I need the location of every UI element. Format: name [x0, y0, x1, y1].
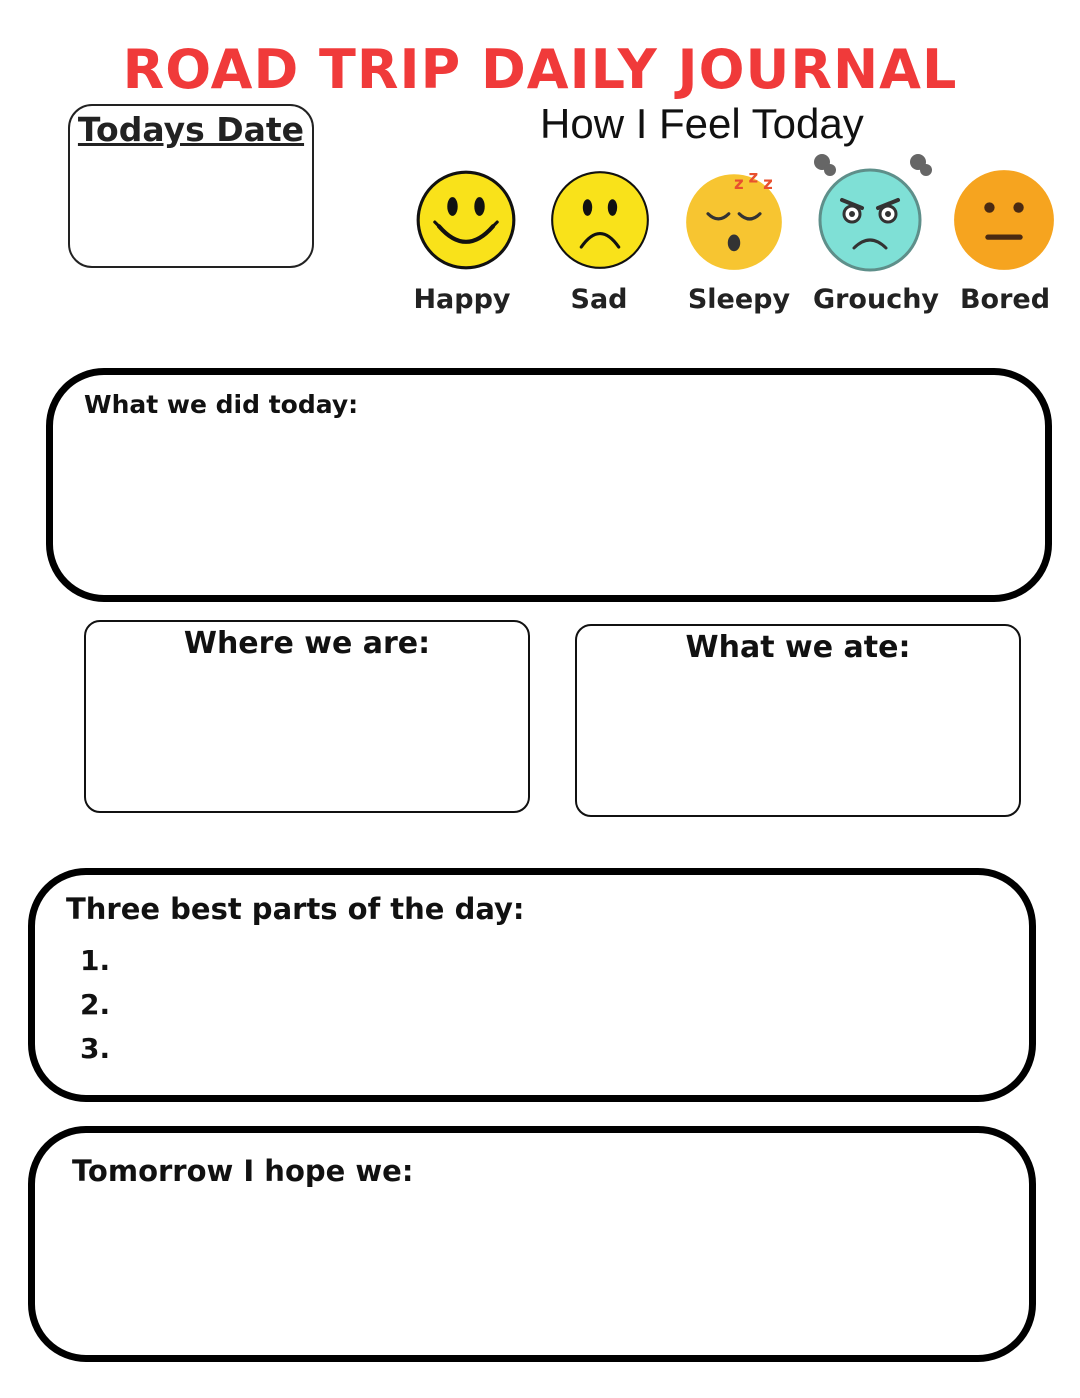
sleepy-face-icon[interactable]	[682, 168, 786, 272]
svg-text:z: z	[734, 173, 744, 193]
feeling-label-bored: Bored	[959, 284, 1051, 315]
did-today-label: What we did today:	[84, 390, 359, 419]
grouchy-face-icon[interactable]	[806, 148, 936, 274]
feeling-label-grouchy: Grouchy	[812, 284, 940, 315]
best-item-2: 2.	[80, 988, 111, 1021]
happy-face-icon[interactable]	[414, 168, 518, 272]
svg-text:z: z	[763, 173, 773, 193]
svg-text:z: z	[748, 168, 759, 187]
feeling-label-sleepy: Sleepy	[687, 284, 791, 315]
feeling-label-happy: Happy	[413, 284, 511, 315]
best-parts-label: Three best parts of the day:	[66, 892, 525, 926]
date-label: Todays Date	[77, 110, 305, 149]
where-label: Where we are:	[183, 626, 431, 661]
feelings-heading: How I Feel Today	[540, 100, 864, 147]
best-item-1: 1.	[80, 944, 111, 977]
ate-label: What we ate:	[685, 630, 911, 665]
best-item-3: 3.	[80, 1032, 111, 1065]
sad-face-icon[interactable]	[548, 168, 652, 272]
tomorrow-label: Tomorrow I hope we:	[72, 1154, 414, 1188]
feeling-label-sad: Sad	[570, 284, 628, 315]
page-title: ROAD TRIP DAILY JOURNAL	[122, 38, 958, 101]
bored-face-icon[interactable]	[952, 168, 1056, 272]
